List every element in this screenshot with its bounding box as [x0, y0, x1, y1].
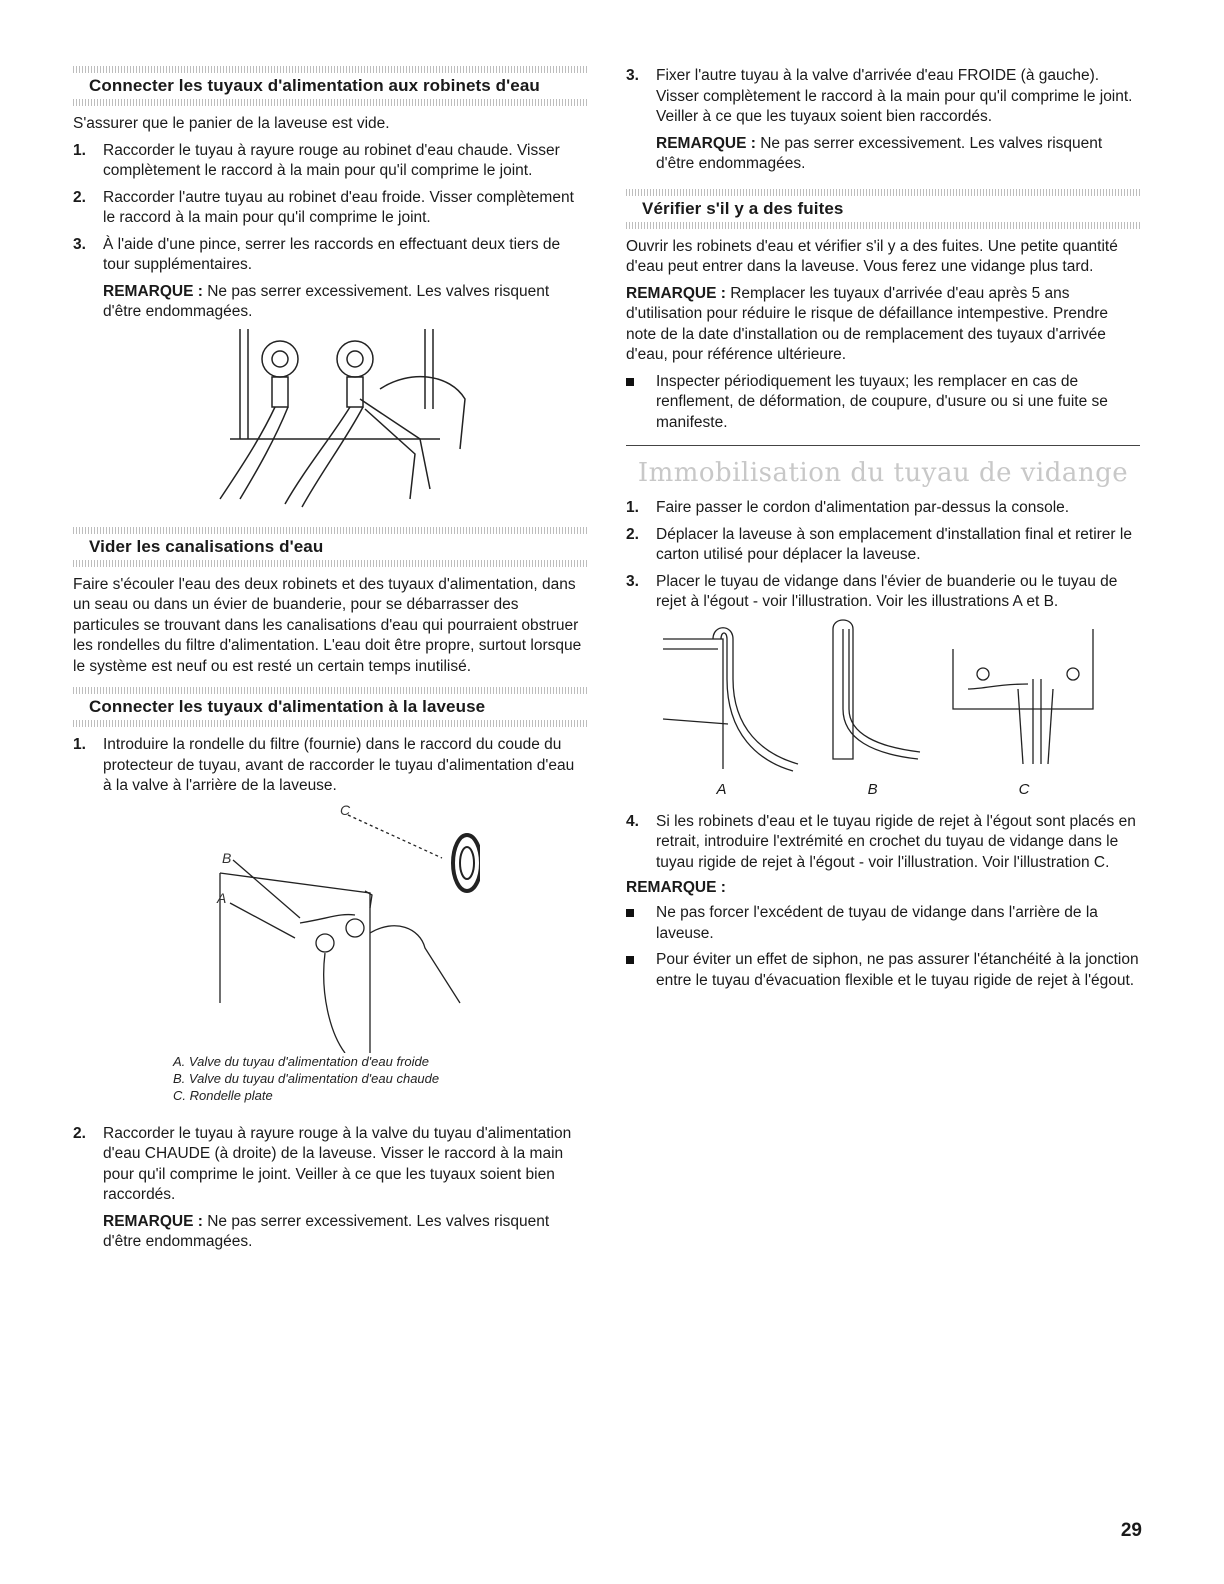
figure-caption: C. Rondelle plate: [173, 1087, 273, 1103]
washer-valve-illustration: [180, 803, 480, 1053]
note: REMARQUE : Ne pas serrer excessivement. Les valves risquent d'être endommagées.: [103, 1212, 550, 1250]
note: REMARQUE : Remplacer les tuyaux d'arrivée d'eau après 5 ans d'utilisation pour réduire le risque de défaillance intempestive. Prendre note de la date d'installation ou de remplacement des tuyaux d'arrivée d'eau, pour référence ultérieure.: [626, 284, 1109, 363]
section-title: Vider les canalisations d'eau: [89, 536, 324, 556]
note-heading: REMARQUE :: [626, 879, 726, 896]
step: 2. Déplacer la laveuse à son emplacement d'installation final et retirer le carton utilisé pour déplacer la laveuse.: [626, 525, 1132, 563]
drain-hose-illustration: [633, 619, 1133, 779]
divider: [73, 527, 587, 534]
section-title: Connecter les tuyaux d'alimentation à la laveuse: [89, 697, 486, 716]
right-column: [626, 66, 1140, 997]
figure-label: A: [716, 780, 727, 798]
note: REMARQUE : Ne pas serrer excessivement. Les valves risquent d'être endommagées.: [103, 282, 550, 320]
section-title: Immobilisation du tuyau de vidange: [637, 458, 1129, 488]
page-number: 29: [1120, 1520, 1142, 1541]
bullet-icon: [626, 956, 634, 964]
step: 1. Introduire la rondelle du filtre (fournie) dans le raccord du coude du protecteur de tuyau, avant de raccorder le tuyau d'alimentation d'eau à la valve à l'arrière de la laveuse.: [73, 736, 575, 794]
step: 4. Si les robinets d'eau et le tuyau rigide de rejet à l'égout sont placés en retrait, introduire l'extrémité en crochet du tuyau de vidange dans le tuyau rigide de rejet à l'égout - voir l'illustration. Voir l'illustration C.: [626, 812, 1136, 871]
figure-caption: B. Valve du tuyau d'alimentation d'eau chaude: [173, 1070, 440, 1086]
step: 1. Raccorder le tuyau à rayure rouge au robinet d'eau chaude. Visser complètement le raccord à la main pour qu'il comprime le joint.: [73, 141, 560, 179]
step: 3. Fixer l'autre tuyau à la valve d'arrivée d'eau FROIDE (à gauche). Visser complètement le raccord à la main pour qu'il comprime le joint. Veiller à ce que les tuyaux soient bien raccordés.: [626, 67, 1133, 125]
bullet-icon: [626, 909, 634, 917]
bullet-icon: [626, 378, 634, 386]
bullet-item: Pour éviter un effet de siphon, ne pas assurer l'étanchéité à la jonction entre le tuyau d'évacuation flexible et le tuyau rigide de rejet à l'égout.: [626, 950, 1140, 991]
body-text: Faire s'écouler l'eau des deux robinets et des tuyaux d'alimentation, dans un seau ou dans un évier de buanderie, pour se débarrasser des particules se trouvant dans les canalisations d'eau qui pourraient obstruer les rondelles du filtre d'alimentation. L'eau doit être propre, surtout lorsque le système est neuf ou est resté un certain temps inutilisé.: [73, 575, 582, 675]
step: 3. Placer le tuyau de vidange dans l'évier de buanderie ou le tuyau de rejet à l'égout - voir l'illustration. Voir les illustrations A et B.: [626, 572, 1118, 610]
section-header: [73, 687, 587, 727]
left-column: [73, 66, 587, 1259]
divider: [626, 445, 1140, 446]
bullet-item: Inspecter périodiquement les tuyaux; les remplacer en cas de renflement, de déformation, de coupure, d'usure ou si une fuite se manifeste.: [626, 372, 1140, 434]
faucet-connection-illustration: [180, 329, 480, 509]
divider: [73, 687, 587, 694]
section-title: Vérifier s'il y a des fuites: [642, 198, 844, 218]
divider: [626, 222, 1140, 229]
figure-label: C: [340, 802, 351, 818]
figure-label: B: [222, 849, 232, 866]
divider: [73, 560, 587, 567]
figure-label: C: [1018, 780, 1030, 798]
divider: [626, 189, 1140, 196]
figure-label: A: [217, 889, 227, 906]
step: 2. Raccorder le tuyau à rayure rouge à la valve du tuyau d'alimentation d'eau CHAUDE (à droite) de la laveuse. Visser le raccord à la main pour qu'il comprime le joint. Veiller à ce que les tuyaux soient bien raccordés.: [73, 1124, 572, 1203]
note: REMARQUE : Ne pas serrer excessivement. Les valves risquent d'être endommagées.: [656, 134, 1103, 172]
section-header: [626, 189, 1140, 229]
step: 3. À l'aide d'une pince, serrer les raccords en effectuant deux tiers de tour supplémentaires.: [73, 235, 561, 273]
figure-caption: A. Valve du tuyau d'alimentation d'eau froide: [173, 1053, 429, 1069]
section-header: [73, 527, 587, 567]
figure-labels: [646, 781, 1100, 798]
section-header: [73, 66, 587, 106]
body-text: Ouvrir les robinets d'eau et vérifier s'il y a des fuites. Une petite quantité d'eau peut entrer dans la laveuse. Vous ferez une vidange plus tard.: [626, 237, 1118, 275]
divider: [73, 66, 587, 73]
divider: [73, 720, 587, 727]
step: 1. Faire passer le cordon d'alimentation par-dessus la console.: [626, 499, 1070, 516]
step: 2. Raccorder l'autre tuyau au robinet d'eau froide. Visser complètement le raccord à la main pour qu'il comprime le joint.: [73, 188, 574, 226]
divider: [73, 99, 587, 106]
intro-text: S'assurer que le panier de la laveuse est vide.: [73, 115, 390, 132]
figure-label: B: [867, 780, 878, 798]
bullet-item: Ne pas forcer l'excédent de tuyau de vidange dans l'arrière de la laveuse.: [626, 903, 1140, 944]
section-title: Connecter les tuyaux d'alimentation aux robinets d'eau: [89, 76, 540, 95]
